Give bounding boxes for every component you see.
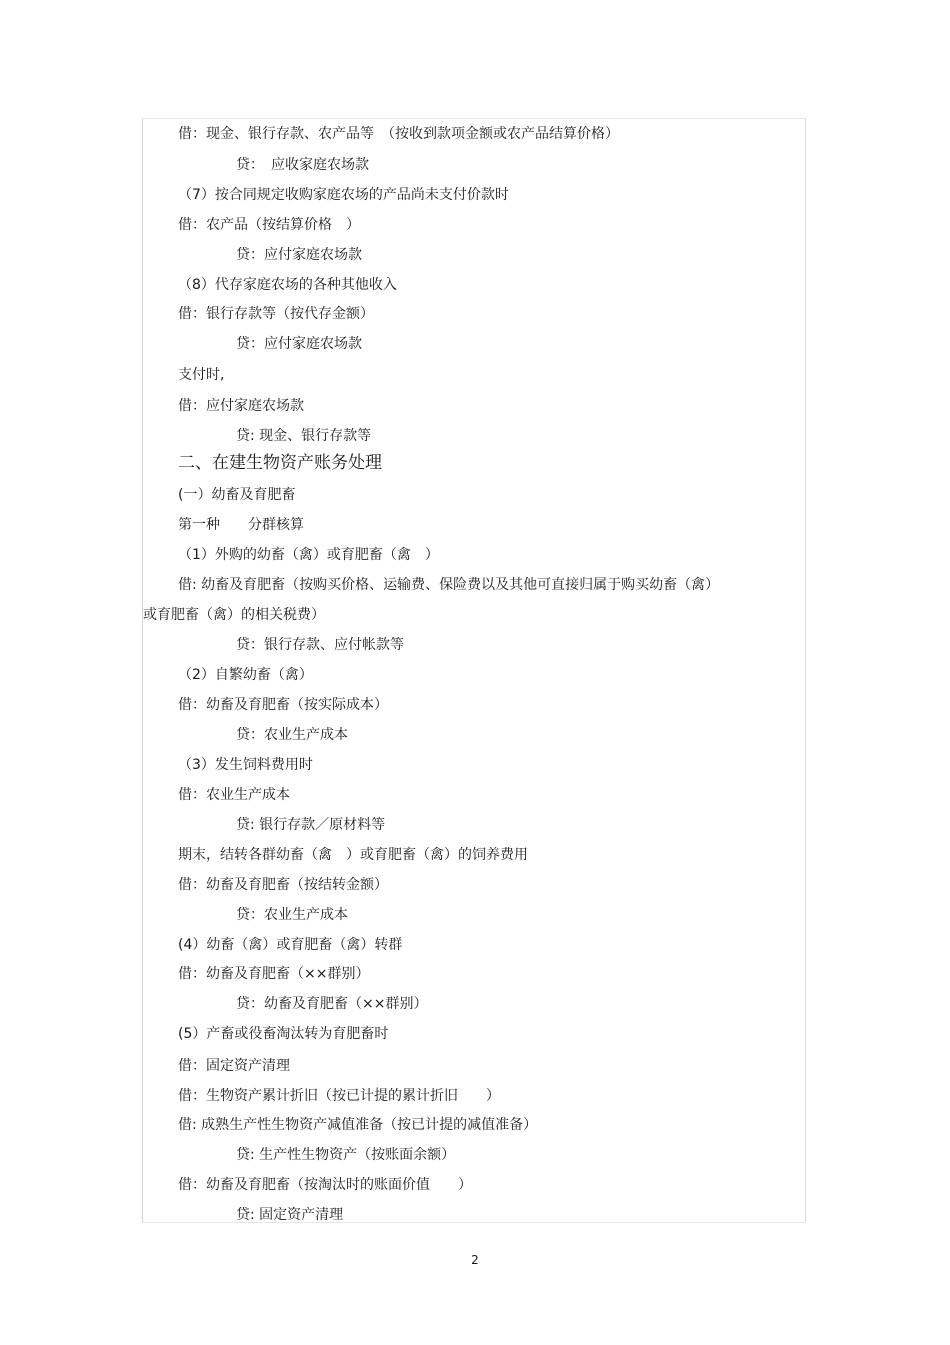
text-line: 借：生物资产累计折旧（按已计提的累计折旧 ） xyxy=(178,1088,500,1104)
text-line: 贷：应付家庭农场款 xyxy=(236,336,362,352)
text-line: 贷：农业生产成本 xyxy=(236,907,348,923)
text-line: 支付时, xyxy=(178,367,225,383)
text-line: 贷：幼畜及育肥畜（××群别） xyxy=(236,996,428,1012)
text-line: 期末，结转各群幼畜（禽 ）或育肥畜（禽）的饲养费用 xyxy=(178,847,528,863)
text-line: （1）外购的幼畜（禽）或育肥畜（禽 ） xyxy=(178,547,439,563)
text-line: 第一种 分群核算 xyxy=(178,517,304,533)
text-line: (一）幼畜及育肥畜 xyxy=(178,487,296,503)
text-line: 或育肥畜（禽）的相关税费） xyxy=(143,607,325,623)
text-line: （2）自繁幼畜（禽） xyxy=(178,667,313,683)
text-line: 借：幼畜及育肥畜（××群别） xyxy=(178,966,370,982)
text-line: 借：银行存款等（按代存金额） xyxy=(178,306,374,322)
text-line: 贷：银行存款、应付帐款等 xyxy=(236,637,404,653)
text-line: （3）发生饲料费用时 xyxy=(178,757,313,773)
text-line: 贷: 现金、银行存款等 xyxy=(236,428,372,444)
text-line: 贷：农业生产成本 xyxy=(236,727,348,743)
text-line: 借：农业生产成本 xyxy=(178,787,290,803)
text-line: 贷: 固定资产清理 xyxy=(236,1207,344,1223)
text-line: 借：现金、银行存款、农产品等 （按收到款项金额或农产品结算价格） xyxy=(178,126,619,142)
text-line: 借：固定资产清理 xyxy=(178,1058,290,1074)
text-line: 贷: 银行存款／原材料等 xyxy=(236,817,386,833)
section-heading: 二、在建生物资产账务处理 xyxy=(178,453,382,473)
text-line: 借：幼畜及育肥畜（按淘汰时的账面价值 ） xyxy=(178,1177,472,1193)
text-line: 借: 幼畜及育肥畜（按购买价格、运输费、保险费以及其他可直接归属于购买幼畜（禽） xyxy=(178,577,720,593)
text-line: 借：幼畜及育肥畜（按结转金额） xyxy=(178,877,388,893)
text-line: 贷：应付家庭农场款 xyxy=(236,247,362,263)
text-line: 借：农产品（按结算价格 ） xyxy=(178,217,360,233)
page-number: 2 xyxy=(471,1253,479,1267)
text-line: （7）按合同规定收购家庭农场的产品尚未支付价款时 xyxy=(178,187,509,203)
text-line: 借：应付家庭农场款 xyxy=(178,398,304,414)
text-line: (4）幼畜（禽）或育肥畜（禽）转群 xyxy=(178,937,403,953)
text-line: 借: 成熟生产性生物资产减值准备（按已计提的减值准备） xyxy=(178,1117,538,1133)
text-line: 贷： 应收家庭农场款 xyxy=(236,157,369,173)
text-line: （8）代存家庭农场的各种其他收入 xyxy=(178,277,397,293)
text-line: 借：幼畜及育肥畜（按实际成本） xyxy=(178,697,388,713)
text-line: 贷: 生产性生物资产（按账面余额） xyxy=(236,1147,456,1163)
text-line: (5）产畜或役畜淘汰转为育肥畜时 xyxy=(178,1026,389,1042)
